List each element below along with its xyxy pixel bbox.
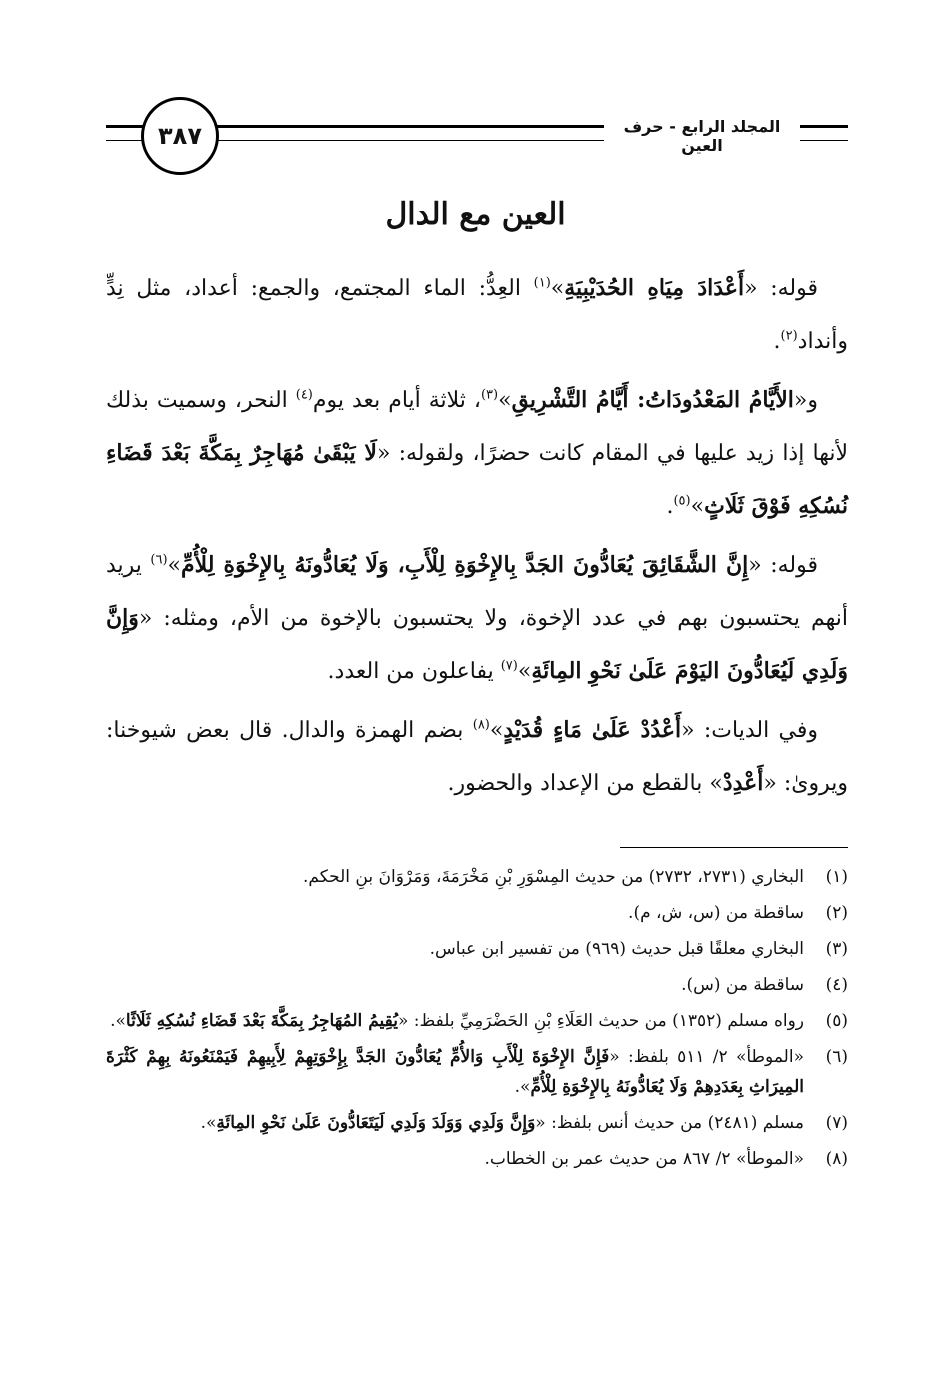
footnote [106, 1108, 848, 1138]
text-run: البخاري (٢٧٣١، ٢٧٣٢) من حديث المِسْوَرِ بْنِ مَخْرَمَةَ، وَمَرْوَانَ بنِ الحكم. [303, 867, 804, 887]
quoted-text: أَعْدَادَ مِيَاهِ الحُدَيْبِيَةِ [564, 275, 745, 301]
text-run: وفي الديات: « [681, 718, 818, 743]
page-number-badge [141, 97, 219, 175]
text-run: » [550, 276, 565, 301]
quoted-text: أَعْدُدْ عَلَىٰ مَاءٍ قُدَيْدٍ [503, 717, 682, 743]
text-run: قوله: « [744, 276, 818, 301]
footnote-number: (٢) [825, 903, 848, 923]
text-run: «الموطأ» ٢/ ٨٦٧ من حديث عمر بن الخطاب. [484, 1149, 804, 1169]
footnote [106, 898, 848, 928]
page-number: ٣٨٧ [158, 122, 202, 150]
text-run: » [690, 494, 705, 519]
quoted-text: أَعْدِدْ [722, 770, 764, 796]
footnote [106, 1006, 848, 1036]
footnote-text [106, 1042, 804, 1102]
text-run: «الموطأ» ٢/ ٥١١ بلفظ: « [609, 1047, 804, 1067]
text-run: ساقطة من (س). [681, 975, 804, 995]
footnote [106, 970, 848, 1000]
text-run: رواه مسلم (١٣٥٢) من حديث العَلَاءِ بْنِ الحَضْرَمِيِّ بلفظ: « [397, 1011, 804, 1031]
header-rule-right [800, 125, 848, 141]
text-run: . [773, 329, 781, 354]
text-run: » [489, 718, 504, 743]
quoted-text: وَإِنَّ وَلَدِي لَيُعَادُّونَ اليَوْمَ عَلَىٰ نَحْوِ المِائَةِ [106, 605, 848, 684]
text-run: قوله: « [748, 553, 818, 578]
footnote-ref: (٤) [295, 387, 313, 403]
footnote-ref: (٢) [780, 328, 798, 344]
text-run: ساقطة من (س، ش، م). [628, 903, 804, 923]
text-run: يفاعلون من العدد. [327, 659, 501, 684]
footnote-number: (٦) [825, 1047, 848, 1067]
footnote-ref: (٧) [500, 658, 518, 674]
quoted-text: وَإِنَّ وَلَدِي وَوَلَدَ وَلَدِي لَيَتَعَادُّونَ عَلَىٰ نَحْوِ المِائَةِ [216, 1113, 536, 1133]
running-title: المجلد الرابع - حرف العين [623, 117, 781, 155]
chapter-title: العين مع الدال [385, 197, 566, 232]
paragraph [106, 704, 848, 810]
text-run: البخاري معلقًا قبل حديث (٩٦٩) من تفسير ابن عباس. [429, 939, 804, 959]
text-run: » [167, 553, 181, 578]
paragraph [106, 262, 848, 368]
quoted-text: إِنَّ الشَّقَائِقَ يُعَادُّونَ الجَدَّ بِالإِخْوَةِ لِلْأَبِ، وَلَا يُعَادُّونَهُ بِالإِخْوَةِ لِلْأُمِّ [180, 552, 749, 578]
footnote-number: (٨) [825, 1149, 848, 1169]
footnote-text [106, 970, 804, 1000]
text-run: ». [110, 1011, 126, 1031]
footnote-ref: (٥) [673, 493, 691, 509]
quoted-text: فَإِنَّ الإِخْوَةَ لِلْأَبِ وَالأُمِّ يُعَادُّونَ الجَدَّ بِإِخْوَتِهِمْ لِأَبِيهِمْ فَيَمْنَعُونَهُ بِهِمْ كَثْرَةَ المِيرَاثِ بِعَدَدِهِمْ وَلَا يُعَادُّونَهُ بِالإِخْوَةِ لِلْأُمِّ [106, 1047, 804, 1097]
text-run: العِدُّ: الماء المجتمع، والجمع: أعداد، مثل نِدٍّ وأنداد [106, 276, 848, 354]
footnote-text [106, 1108, 804, 1138]
paragraph [106, 374, 848, 533]
header-rule-left [106, 125, 146, 141]
text-run: النحر، وسميت بذلك لأنها إذا زيد عليها في المقام كانت حضرًا، ولقوله: « [106, 388, 849, 466]
footnote-ref: (٣) [480, 387, 499, 403]
text-run: ». [514, 1077, 531, 1097]
footnote-separator [620, 847, 848, 848]
body-text [106, 262, 848, 816]
text-run: » [517, 659, 532, 684]
footnote-number: (٧) [825, 1113, 848, 1133]
footnote-text [106, 898, 804, 928]
text-run: بضم الهمزة والدال. قال بعض شيوخنا: ويروىٰ: « [106, 718, 848, 796]
text-run: » بالقطع من الإعداد والحضور. [447, 771, 723, 796]
text-run: و« [793, 388, 818, 413]
footnote-text [106, 1144, 804, 1174]
quoted-text: الأَيَّامُ المَعْدُودَاتُ: أَيَّامُ التَّشْرِيقِ [511, 387, 794, 413]
text-run: مسلم (٢٤٨١) من حديث أنس بلفظ: « [535, 1113, 804, 1133]
quoted-text: يُقِيمُ المُهَاجِرُ بِمَكَّةَ بَعْدَ قَضَاءِ نُسُكِهِ ثَلَاثًا [125, 1011, 398, 1031]
text-run: . [666, 494, 674, 519]
footnote-number: (٥) [825, 1011, 848, 1031]
footnotes [106, 862, 848, 1180]
text-run: » [498, 388, 512, 413]
footnote-ref: (٨) [472, 717, 490, 733]
footnote-text [106, 862, 804, 892]
header-rule-middle [214, 125, 604, 141]
text-run: يريد أنهم يحتسبون بهم في عدد الإخوة، ولا يحتسبون بالإخوة من الأم، ومثله: « [106, 553, 848, 631]
footnote [106, 1042, 848, 1102]
footnote-number: (٤) [825, 975, 848, 995]
footnote-number: (١) [825, 867, 848, 887]
footnote [106, 1144, 848, 1174]
quoted-text: لَا يَبْقَىٰ مُهَاجِرٌ بِمَكَّةَ بَعْدَ قَضَاءِ نُسُكِهِ فَوْقَ ثَلَاثٍ [106, 440, 848, 519]
footnote [106, 862, 848, 892]
footnote-number: (٣) [825, 939, 848, 959]
footnote-ref: (٦) [150, 552, 168, 568]
footnote-text [106, 934, 804, 964]
text-run: ، ثلاثة أيام بعد يوم [312, 388, 481, 413]
footnote [106, 934, 848, 964]
footnote-ref: (١) [533, 275, 551, 291]
text-run: ». [200, 1113, 217, 1133]
footnote-text [106, 1006, 804, 1036]
paragraph [106, 539, 848, 698]
